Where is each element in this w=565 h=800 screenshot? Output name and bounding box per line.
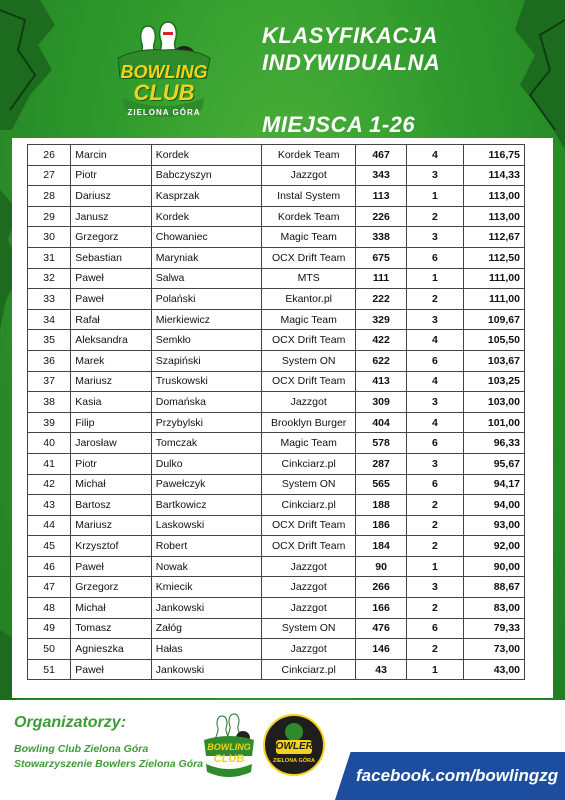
table-row [28,598,525,619]
svg-text:CLUB: CLUB [213,753,245,765]
cell-first: Jarosław [71,433,151,454]
table-row [28,453,525,474]
table-row [28,227,525,248]
cell-avg: 109,67 [463,309,524,330]
cell-pins: 184 [355,536,406,557]
cell-last: Truskowski [151,371,262,392]
cell-last: Dulko [151,453,262,474]
cell-place: 37 [28,371,71,392]
logo-text-club: CLUB [133,80,195,105]
cell-last: Pawełczyk [151,474,262,495]
cell-last: Chowaniec [151,227,262,248]
cell-pins: 422 [355,330,406,351]
cell-pins: 343 [355,165,406,186]
cell-place: 43 [28,495,71,516]
cell-place: 30 [28,227,71,248]
cell-games: 4 [407,412,463,433]
cell-place: 35 [28,330,71,351]
cell-avg: 114,33 [463,165,524,186]
organizers-label: Organizatorzy: [14,714,127,731]
cell-first: Marcin [71,145,151,166]
cell-avg: 116,75 [463,145,524,166]
cell-avg: 113,00 [463,186,524,207]
cell-first: Paweł [71,289,151,310]
footer-bowlers-logo [262,712,326,778]
cell-first: Grzegorz [71,227,151,248]
cell-pins: 188 [355,495,406,516]
cell-last: Bartkowicz [151,495,262,516]
page-subtitle: MIEJSCA 1-26 [262,112,416,137]
cell-avg: 103,67 [463,350,524,371]
cell-last: Salwa [151,268,262,289]
cell-team: Ekantor.pl [262,289,356,310]
cell-games: 2 [407,206,463,227]
cell-first: Paweł [71,268,151,289]
cell-last: Babczyszyn [151,165,262,186]
cell-avg: 95,67 [463,453,524,474]
cell-place: 51 [28,659,71,680]
table-row [28,330,525,351]
cell-games: 2 [407,598,463,619]
cell-team: Kordek Team [262,206,356,227]
table-row [28,639,525,660]
table-row [28,268,525,289]
cell-place: 49 [28,618,71,639]
cell-last: Laskowski [151,515,262,536]
cell-avg: 83,00 [463,598,524,619]
cell-team: OCX Drift Team [262,330,356,351]
results-table [27,144,525,680]
cell-games: 2 [407,495,463,516]
cell-place: 34 [28,309,71,330]
cell-pins: 111 [355,268,406,289]
cell-games: 3 [407,577,463,598]
cell-games: 6 [407,618,463,639]
cell-pins: 166 [355,598,406,619]
cell-team: Cinkciarz.pl [262,659,356,680]
cell-first: Rafał [71,309,151,330]
cell-place: 44 [28,515,71,536]
table-row [28,536,525,557]
cell-team: Jazzgot [262,598,356,619]
cell-first: Mariusz [71,515,151,536]
cell-last: Kordek [151,206,262,227]
cell-first: Piotr [71,453,151,474]
cell-avg: 111,00 [463,289,524,310]
cell-avg: 94,00 [463,495,524,516]
cell-games: 4 [407,371,463,392]
cell-avg: 79,33 [463,618,524,639]
cell-place: 32 [28,268,71,289]
cell-first: Kasia [71,392,151,413]
cell-games: 1 [407,186,463,207]
table-row [28,659,525,680]
cell-last: Mierkiewicz [151,309,262,330]
cell-pins: 675 [355,247,406,268]
table-row [28,495,525,516]
table-row [28,556,525,577]
cell-pins: 578 [355,433,406,454]
cell-team: Cinkciarz.pl [262,495,356,516]
cell-first: Tomasz [71,618,151,639]
cell-pins: 186 [355,515,406,536]
cell-first: Dariusz [71,186,151,207]
cell-last: Polański [151,289,262,310]
cell-team: System ON [262,350,356,371]
cell-avg: 96,33 [463,433,524,454]
cell-first: Bartosz [71,495,151,516]
cell-avg: 101,00 [463,412,524,433]
cell-team: Jazzgot [262,556,356,577]
cell-pins: 287 [355,453,406,474]
logo-text-bowling: BOWLING [120,62,208,82]
cell-games: 6 [407,247,463,268]
cell-place: 39 [28,412,71,433]
cell-first: Mariusz [71,371,151,392]
title-line-2: INDYWIDUALNA [262,50,441,75]
cell-last: Maryniak [151,247,262,268]
table-row [28,350,525,371]
cell-last: Hałas [151,639,262,660]
cell-team: Magic Team [262,433,356,454]
cell-pins: 146 [355,639,406,660]
table-row [28,618,525,639]
cell-place: 38 [28,392,71,413]
organizer-bowling-club: Bowling Club Zielona Góra [14,743,149,755]
cell-avg: 103,25 [463,371,524,392]
table-row [28,474,525,495]
table-row [28,145,525,166]
cell-team: System ON [262,474,356,495]
cell-first: Piotr [71,165,151,186]
cell-team: OCX Drift Team [262,247,356,268]
table-row [28,392,525,413]
cell-games: 3 [407,453,463,474]
cell-games: 2 [407,515,463,536]
crack-decoration-top-left [0,0,70,130]
svg-text:BOWLING: BOWLING [207,742,251,752]
cell-games: 6 [407,474,463,495]
cell-last: Kasprzak [151,186,262,207]
cell-place: 27 [28,165,71,186]
table-row [28,371,525,392]
cell-avg: 111,00 [463,268,524,289]
cell-team: Jazzgot [262,577,356,598]
cell-team: OCX Drift Team [262,515,356,536]
cell-place: 47 [28,577,71,598]
table-row [28,309,525,330]
cell-first: Michał [71,598,151,619]
table-row [28,577,525,598]
cell-pins: 476 [355,618,406,639]
cell-first: Filip [71,412,151,433]
cell-last: Przybylski [151,412,262,433]
cell-first: Sebastian [71,247,151,268]
cell-last: Szapiński [151,350,262,371]
cell-games: 2 [407,289,463,310]
cell-first: Agnieszka [71,639,151,660]
cell-last: Kordek [151,145,262,166]
title-line-1: KLASYFIKACJA [262,23,438,48]
table-row [28,289,525,310]
cell-games: 3 [407,227,463,248]
cell-team: Instal System [262,186,356,207]
cell-place: 36 [28,350,71,371]
cell-team: Jazzgot [262,639,356,660]
cell-avg: 112,67 [463,227,524,248]
bowlers-logo-city: ZIELONA GÓRA [273,758,315,764]
bowling-club-logo [108,18,218,130]
cell-team: MTS [262,268,356,289]
cell-last: Jankowski [151,598,262,619]
cell-games: 6 [407,433,463,454]
cell-team: Kordek Team [262,145,356,166]
cell-pins: 404 [355,412,406,433]
cell-pins: 222 [355,289,406,310]
cell-last: Tomczak [151,433,262,454]
footer-bowling-club-logo [200,712,258,782]
cell-team: Jazzgot [262,392,356,413]
cell-place: 42 [28,474,71,495]
cell-games: 1 [407,659,463,680]
cell-place: 29 [28,206,71,227]
cell-last: Jankowski [151,659,262,680]
cell-avg: 92,00 [463,536,524,557]
logo-text-city: ZIELONA GÓRA [127,108,201,117]
cell-avg: 88,67 [463,577,524,598]
cell-first: Paweł [71,556,151,577]
cell-pins: 90 [355,556,406,577]
cell-first: Aleksandra [71,330,151,351]
cell-last: Nowak [151,556,262,577]
crack-decoration-top-right [495,0,565,150]
cell-avg: 113,00 [463,206,524,227]
cell-pins: 226 [355,206,406,227]
cell-games: 3 [407,309,463,330]
cell-avg: 43,00 [463,659,524,680]
cell-pins: 266 [355,577,406,598]
results-table-body [28,145,525,680]
cell-place: 46 [28,556,71,577]
table-row [28,186,525,207]
cell-pins: 338 [355,227,406,248]
cell-avg: 93,00 [463,515,524,536]
cell-avg: 105,50 [463,330,524,351]
cell-games: 2 [407,639,463,660]
cell-pins: 43 [355,659,406,680]
cell-games: 4 [407,330,463,351]
table-row [28,515,525,536]
cell-avg: 103,00 [463,392,524,413]
cell-last: Kmiecik [151,577,262,598]
cell-last: Domańska [151,392,262,413]
cell-last: Robert [151,536,262,557]
cell-pins: 413 [355,371,406,392]
page-title [262,22,440,76]
cell-team: OCX Drift Team [262,536,356,557]
cell-pins: 113 [355,186,406,207]
organizer-bowlers-association: Stowarzyszenie Bowlers Zielona Góra [14,758,204,770]
cell-games: 3 [407,392,463,413]
cell-pins: 622 [355,350,406,371]
cell-avg: 112,50 [463,247,524,268]
cell-avg: 73,00 [463,639,524,660]
table-row [28,433,525,454]
cell-place: 50 [28,639,71,660]
cell-last: Semkło [151,330,262,351]
cell-place: 40 [28,433,71,454]
cell-team: Brooklyn Burger [262,412,356,433]
cell-games: 3 [407,165,463,186]
cell-games: 4 [407,145,463,166]
cell-first: Michał [71,474,151,495]
table-row [28,247,525,268]
cell-team: System ON [262,618,356,639]
footer-bowling-pin-icon [200,712,258,782]
table-row [28,206,525,227]
cell-place: 28 [28,186,71,207]
cell-first: Paweł [71,659,151,680]
cell-first: Grzegorz [71,577,151,598]
cell-pins: 467 [355,145,406,166]
cell-team: OCX Drift Team [262,371,356,392]
cell-pins: 329 [355,309,406,330]
table-row [28,165,525,186]
cell-games: 2 [407,536,463,557]
cell-place: 45 [28,536,71,557]
cell-team: Magic Team [262,227,356,248]
cell-pins: 565 [355,474,406,495]
cell-team: Magic Team [262,309,356,330]
cell-place: 26 [28,145,71,166]
cell-first: Marek [71,350,151,371]
cell-place: 48 [28,598,71,619]
table-row [28,412,525,433]
cell-avg: 94,17 [463,474,524,495]
cell-team: Cinkciarz.pl [262,453,356,474]
facebook-link[interactable]: facebook.com/bowlingzg [356,766,559,785]
cell-avg: 90,00 [463,556,524,577]
cell-place: 31 [28,247,71,268]
cell-team: Jazzgot [262,165,356,186]
cell-first: Krzysztof [71,536,151,557]
cell-games: 6 [407,350,463,371]
cell-place: 33 [28,289,71,310]
cell-place: 41 [28,453,71,474]
cell-pins: 309 [355,392,406,413]
cell-games: 1 [407,556,463,577]
cell-games: 1 [407,268,463,289]
bowlers-logo-text: BOWLERS [268,741,320,752]
cell-last: Załóg [151,618,262,639]
cell-first: Janusz [71,206,151,227]
